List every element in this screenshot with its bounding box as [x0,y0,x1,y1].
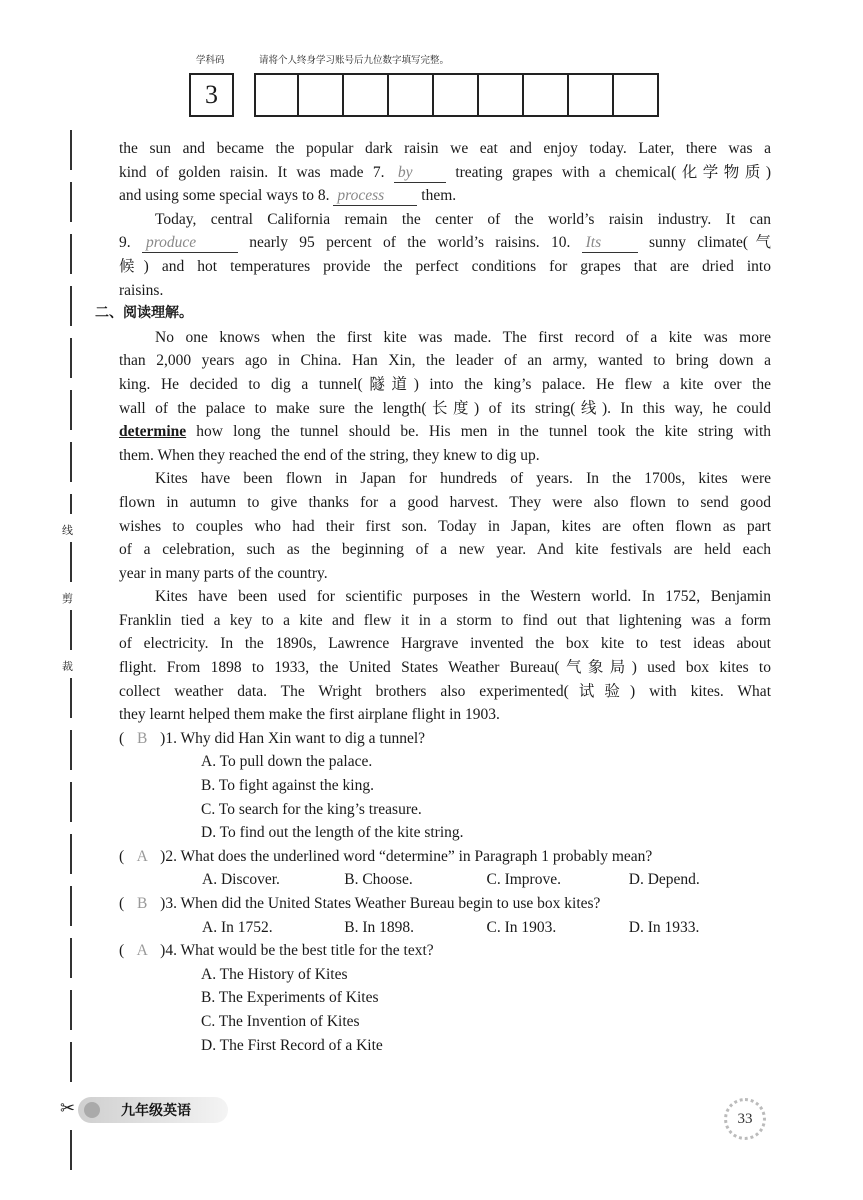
cut-char: 线 [62,524,73,537]
option[interactable]: B. Choose. [344,871,413,889]
passage-line: they learnt helped them make the first airplane flight in 1903. [119,706,500,724]
cut-char: 裁 [62,660,73,673]
passage-line: of a celebration, such as the beginning of a new year. And kite festivals are held each [119,541,771,559]
answer-choice[interactable]: B [137,895,148,912]
passage-line: year in many parts of the country. [119,564,328,582]
answer-8[interactable]: process [333,187,417,206]
question-1: ( B )1. Why did Han Xin want to dig a tunnel? [119,727,771,751]
question-3: ( B )3. When did the United States Weather Bureau begin to use box kites? [119,892,771,916]
cloze-line: raisins. [119,281,164,299]
passage-line: Franklin tied a key to a kite and flew it in a storm to find out that lightening was a form [119,611,771,629]
passage-line: than 2,000 years ago in China. Han Xin, the leader of an army, wanted to bring down a [119,352,771,370]
option[interactable]: D. To find out the length of the kite string. [201,824,464,842]
digit-box[interactable] [299,73,344,117]
answer-choice[interactable]: B [137,729,148,747]
answer-10[interactable]: Its [582,234,638,253]
passage-line: Kites have been used for scientific purposes in the Western world. In 1752, Benjamin [155,588,771,606]
passage-line: king. He decided to dig a tunnel(隧道) into the king’s palace. He flew a kite over the [119,375,771,393]
digit-box[interactable] [614,73,659,117]
code-boxes [189,73,659,117]
passage-line: flight. From 1898 to 1933, the United States Weather Bureau(气象局) used box kites to [119,659,771,677]
option[interactable]: C. The Invention of Kites [201,1012,360,1030]
option[interactable]: C. In 1903. [486,918,557,936]
cut-line [60,130,82,1190]
answer-9[interactable]: produce [142,234,238,253]
section-title: 二、阅读理解。 [95,305,193,322]
option[interactable]: B. In 1898. [344,918,414,936]
digit-box[interactable] [389,73,434,117]
underlined-word: determine [119,423,187,441]
cloze-line: kind of golden raisin. It was made 7. by treating grapes with a chemical(化学物质) [119,163,772,181]
passage-line: No one knows when the first kite was made. The first record of a kite was more [155,328,771,346]
cut-char: 剪 [62,592,73,605]
options-row [119,916,771,940]
subject-code-box: 3 [189,73,234,117]
digit-box[interactable] [344,73,389,117]
digit-box[interactable] [254,73,299,117]
passage-line: flown in autumn to give thanks for a good harvest. They were also flown to send good [119,493,771,511]
option[interactable]: C. Improve. [486,871,561,889]
page-number: 33 [724,1098,766,1140]
option[interactable]: C. To search for the king’s treasure. [201,800,422,818]
option[interactable]: A. To pull down the palace. [201,753,373,771]
page-content [95,137,772,1057]
option[interactable]: B. The Experiments of Kites [201,989,379,1007]
option[interactable]: D. The First Record of a Kite [201,1036,383,1054]
options-row [119,868,771,892]
passage-line: of electricity. In the 1890s, Lawrence Hargrave invented the box kite to test ideas about [119,635,771,653]
digit-box[interactable] [569,73,614,117]
answer-choice[interactable]: A [136,942,148,960]
option[interactable]: D. Depend. [628,871,700,889]
digit-box[interactable] [434,73,479,117]
cloze-line: 候) and hot temperatures provide the perfect conditions for grapes that are dried into [119,257,771,275]
passage-line: collect weather data. The Wright brothers also experimented(试验) with kites. What [119,682,771,700]
option[interactable]: D. In 1933. [628,918,700,936]
book-label: 九年级英语 [121,1103,191,1119]
cloze-line: Today, central California remain the center of the world’s raisin industry. It can [155,210,771,228]
passage-line: wishes to couples who had their first son. Today in Japan, kites are often flown as part [119,517,771,535]
cloze-line: the sun and became the popular dark raisin we eat and enjoy today. Later, there was a [119,140,771,157]
cloze-line: and using some special ways to 8. process them. [119,187,457,205]
subject-code-label: 学科码 [196,55,225,66]
option[interactable]: A. The History of Kites [201,965,348,983]
answer-7[interactable]: by [394,164,446,183]
passage-line: Kites have been flown in Japan for hundreds of years. In the 1700s, kites were [155,470,771,488]
digit-box[interactable] [524,73,569,117]
option[interactable]: A. In 1752. [202,918,273,936]
cloze-line: 9. produce nearly 95 percent of the world’s raisins. 10. Its sunny climate(气 [119,234,772,252]
question-2: ( A )2. What does the underlined word “determine” in Paragraph 1 probably mean? [119,845,771,869]
passage-line: determine how long the tunnel should be. His men in the tunnel took the kite string with [119,423,771,441]
passage-line: wall of the palace to make sure the length(长度) of its string(线). In this way, he could [119,399,771,417]
digit-box[interactable] [479,73,524,117]
passage-line: them. When they reached the end of the string, they knew to dig up. [119,446,540,464]
option[interactable]: B. To fight against the king. [201,777,374,795]
answer-choice[interactable]: A [136,847,148,865]
account-instruction: 请将个人终身学习账号后九位数字填写完整。 [259,55,450,66]
question-4: ( A )4. What would be the best title for the text? [119,939,771,963]
scissors-icon: ✂ [60,1098,76,1119]
option[interactable]: A. Discover. [202,871,280,889]
badge-dot-icon [84,1102,100,1118]
